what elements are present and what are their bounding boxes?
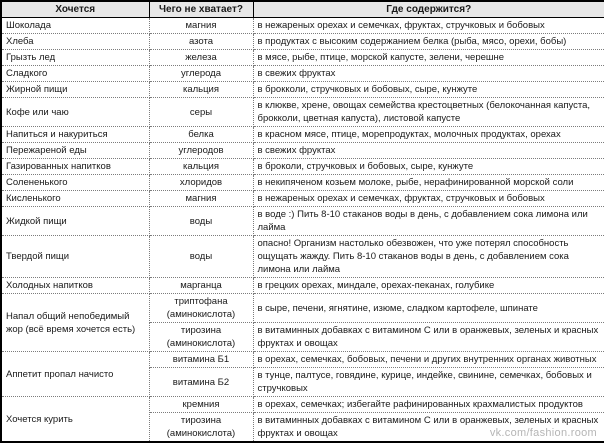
sources-cell: в орехах, семечках, бобовых, печени и других внутренних органах животных — [253, 352, 604, 368]
craving-cell: Аппетит пропал начисто — [1, 352, 149, 397]
sources-cell: в орехах, семечках; избегайте рафинированных крахмалистых продуктов — [253, 397, 604, 413]
sources-cell: в мясе, рыбе, птице, морской капусте, зелени, черешне — [253, 50, 604, 66]
sources-cell: в тунце, палтусе, говядине, курице, индейке, свинине, семечках, бобовых и стручковых — [253, 368, 604, 397]
table-row — [1, 175, 604, 191]
table-row — [1, 50, 604, 66]
deficiency-cell: воды — [149, 236, 253, 278]
sources-cell: в воде :) Пить 8-10 стаканов воды в день, с добавлением сока лимона или лайма — [253, 207, 604, 236]
table-row — [1, 236, 604, 278]
table-row — [1, 98, 604, 127]
table-row — [1, 294, 604, 323]
sources-cell: в красном мясе, птице, морепродуктах, молочных продуктах, орехах — [253, 127, 604, 143]
deficiency-cell: хлоридов — [149, 175, 253, 191]
deficiency-cell: марганца — [149, 278, 253, 294]
craving-cell: Шоколада — [1, 18, 149, 34]
column-header-deficiency: Чего не хватает? — [149, 1, 253, 18]
craving-cell: Жидкой пищи — [1, 207, 149, 236]
craving-cell: Напал общий непобедимый жор (всё время хочется есть) — [1, 294, 149, 352]
craving-cell: Напиться и накуриться — [1, 127, 149, 143]
sources-cell: в некипяченом козьем молоке, рыбе, нерафинированной морской соли — [253, 175, 604, 191]
sources-cell: в витаминных добавках с витамином С или в оранжевых, зеленых и красных фруктах и овощах — [253, 413, 604, 443]
table-row — [1, 18, 604, 34]
deficiency-cell: кальция — [149, 82, 253, 98]
sources-cell: в грецких орехах, миндале, орехах-пеканах, голубике — [253, 278, 604, 294]
craving-cell: Холодных напитков — [1, 278, 149, 294]
craving-cell: Хлеба — [1, 34, 149, 50]
deficiency-cell: серы — [149, 98, 253, 127]
deficiency-cell: тирозина (аминокислота) — [149, 323, 253, 352]
table-row — [1, 34, 604, 50]
table-row — [1, 143, 604, 159]
sources-cell: в сыре, печени, ягнятине, изюме, сладком картофеле, шпинате — [253, 294, 604, 323]
sources-cell: в витаминных добавках с витамином С или в оранжевых, зеленых и красных фруктах и овощах — [253, 323, 604, 352]
craving-cell: Газированных напитков — [1, 159, 149, 175]
deficiency-cell: воды — [149, 207, 253, 236]
deficiency-cell: белка — [149, 127, 253, 143]
table-row — [1, 159, 604, 175]
craving-cell: Твердой пищи — [1, 236, 149, 278]
sources-cell: в клюкве, хрене, овощах семейства крестоцветных (белокочанная капуста, брокколи, цветная капуста), листовой капусте — [253, 98, 604, 127]
deficiency-cell: витамина Б1 — [149, 352, 253, 368]
table-row — [1, 191, 604, 207]
sources-cell: в свежих фруктах — [253, 143, 604, 159]
header-row — [1, 1, 604, 18]
table-row — [1, 207, 604, 236]
table-row — [1, 352, 604, 368]
deficiency-cell: кремния — [149, 397, 253, 413]
craving-cell: Пережареной еды — [1, 143, 149, 159]
craving-cell: Грызть лед — [1, 50, 149, 66]
watermark: vk.com/fashion.room — [489, 427, 597, 439]
column-header-sources: Где содержится? — [253, 1, 604, 18]
deficiency-cell: тирозина (аминокислота) — [149, 413, 253, 443]
deficiency-cell: кальция — [149, 159, 253, 175]
table-row — [1, 82, 604, 98]
craving-cell: Хочется курить — [1, 397, 149, 443]
sources-cell: в продуктах с высоким содержанием белка (рыба, мясо, орехи, бобы) — [253, 34, 604, 50]
deficiency-cell: магния — [149, 191, 253, 207]
sources-cell: в нежареных орехах и семечках, фруктах, стручковых и бобовых — [253, 191, 604, 207]
craving-cell: Сладкого — [1, 66, 149, 82]
sources-cell: в нежареных орехах и семечках, фруктах, стручковых и бобовых — [253, 18, 604, 34]
table-row — [1, 66, 604, 82]
deficiency-cell: азота — [149, 34, 253, 50]
column-header-craving: Хочется — [1, 1, 149, 18]
craving-cell: Кофе или чаю — [1, 98, 149, 127]
deficiency-cell: магния — [149, 18, 253, 34]
deficiency-cell: железа — [149, 50, 253, 66]
table-row — [1, 278, 604, 294]
sources-cell: в свежих фруктах — [253, 66, 604, 82]
table-row — [1, 397, 604, 413]
craving-cell: Кисленького — [1, 191, 149, 207]
deficiency-cell: витамина Б2 — [149, 368, 253, 397]
table-row — [1, 127, 604, 143]
deficiency-cell: триптофана (аминокислота) — [149, 294, 253, 323]
deficiency-cell: углеродов — [149, 143, 253, 159]
sources-cell: в броколи, стручковых и бобовых, сыре, кунжуте — [253, 159, 604, 175]
craving-cell: Жирной пищи — [1, 82, 149, 98]
sources-cell: в брокколи, стручковых и бобовых, сыре, кунжуте — [253, 82, 604, 98]
craving-cell: Солененького — [1, 175, 149, 191]
sources-cell: опасно! Организм настолько обезвожен, что уже потерял способность ощущать жажду. Пить 8-10 стаканов воды в день, с добавлением сока лимона или лайма — [253, 236, 604, 278]
deficiency-cell: углерода — [149, 66, 253, 82]
